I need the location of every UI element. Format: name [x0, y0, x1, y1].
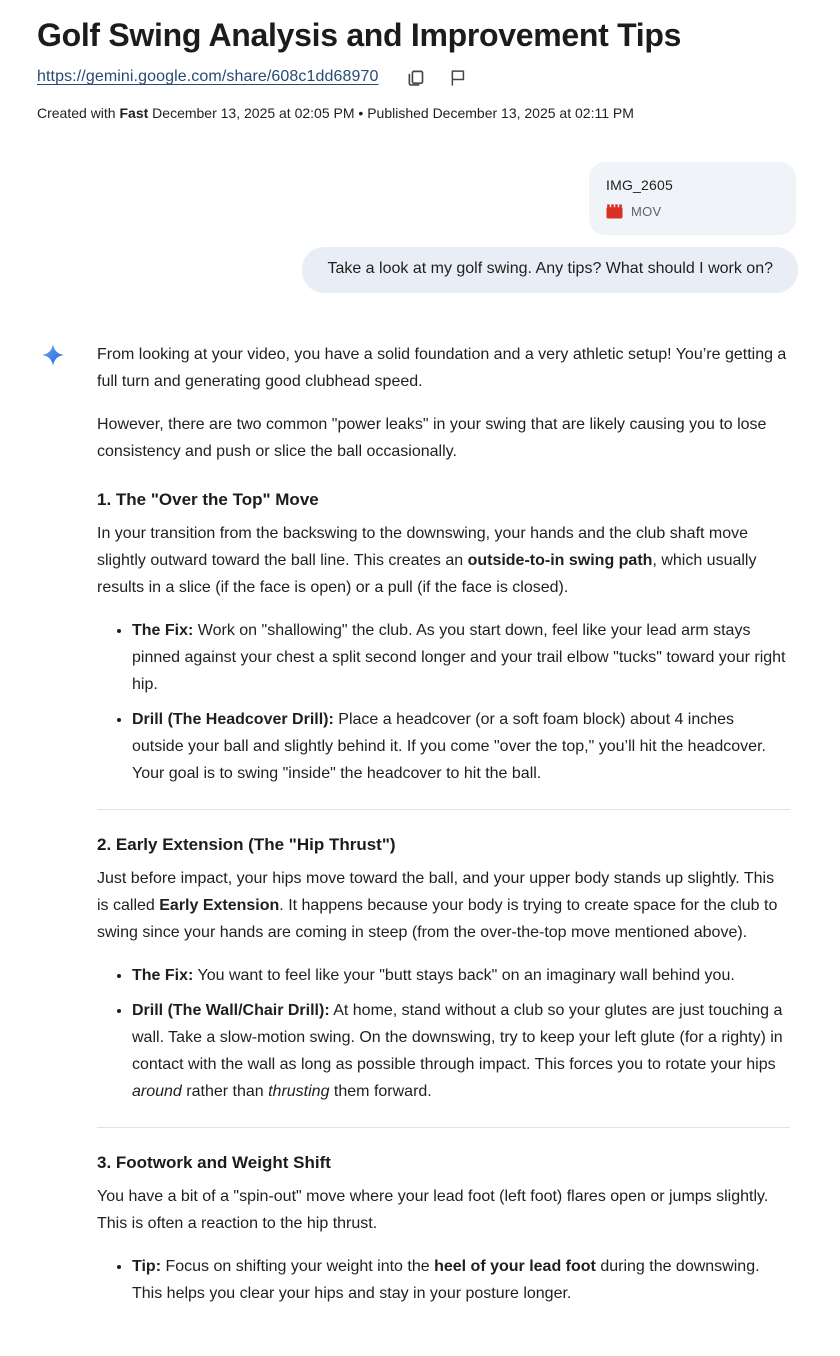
- section-heading: 1. The "Over the Top" Move: [97, 490, 319, 509]
- model-response-content: [97, 341, 790, 1323]
- bullet-item: • The Fix: You want to feel like your "butt stays back" on an imaginary wall behind you.: [132, 962, 790, 989]
- bullet-item: • The Fix: Work on "shallowing" the club. As you start down, feel like your lead arm stays pinned against your chest a split second longer and your trail elbow "tucks" toward your right hip.: [132, 617, 790, 698]
- attachment-filename: IMG_2605: [606, 177, 673, 193]
- attachment-type-row: [606, 204, 779, 219]
- intro-paragraph: From looking at your video, you have a solid foundation and a very athletic setup! You’re getting a full turn and generating good clubhead speed.: [97, 346, 787, 390]
- model-response: [0, 341, 840, 1323]
- share-url-link[interactable]: https://gemini.google.com/share/608c1dd68970: [37, 68, 379, 85]
- copy-link-button[interactable]: [405, 66, 427, 88]
- bullet-list: [97, 1253, 790, 1307]
- bullet-list: [97, 617, 790, 787]
- section-divider: [97, 1127, 790, 1128]
- bullet-list: [97, 962, 790, 1105]
- intro-paragraph: However, there are two common "power leaks" in your swing that are likely causing you to lose consistency and push or slice the ball occasionally.: [97, 416, 767, 460]
- page-header: [0, 0, 840, 122]
- page-title: Golf Swing Analysis and Improvement Tips: [37, 17, 682, 53]
- creation-meta: Created with Fast December 13, 2025 at 02:05 PM • Published December 13, 2025 at 02:11 PM: [37, 105, 634, 121]
- conversation: [0, 162, 840, 293]
- report-button[interactable]: [447, 66, 469, 88]
- attachment-filetype: MOV: [631, 204, 662, 219]
- section-paragraph: In your transition from the backswing to the downswing, your hands and the club shaft move slightly outward toward the ball line. This creates an outside-to-in swing path, which usually results in a slice (if the face is open) or a pull (if the face is closed).: [97, 525, 757, 596]
- response-sections: [97, 489, 790, 1307]
- user-message-bubble: [302, 247, 798, 293]
- section-paragraph: Just before impact, your hips move toward the ball, and your upper body stands up slightly. This is called Early Extension. It happens because your body is trying to create space for the club to swing since your hands are coming in steep (from the over-the-top move mentioned above).: [97, 870, 778, 941]
- gemini-sparkle-icon: [41, 343, 65, 372]
- bullet-item: • Drill (The Headcover Drill): Place a headcover (or a soft foam block) about 4 inches outside your ball and slightly behind it. If you come "over the top," you’ll hit the headcover. Your goal is to swing "inside" the headcover to hit the ball.: [132, 706, 790, 787]
- bullet-item: • Drill (The Wall/Chair Drill): At home, stand without a club so your glutes are just touching a wall. Take a slow-motion swing. On the downswing, try to keep your left glute (for a righty) in contact with the wall as long as possible through impact. This forces you to rotate your hips around rather than thrusting them forward.: [132, 997, 790, 1105]
- user-message-text: Take a look at my golf swing. Any tips? What should I work on?: [327, 260, 773, 277]
- share-link-row: [37, 66, 796, 88]
- section-paragraph: You have a bit of a "spin-out" move where your lead foot (left foot) flares open or jumps slightly. This is often a reaction to the hip thrust.: [97, 1188, 769, 1232]
- flag-icon: [448, 68, 467, 87]
- section-heading: 3. Footwork and Weight Shift: [97, 1153, 331, 1172]
- video-clapper-icon: [606, 204, 623, 219]
- section-heading: 2. Early Extension (The "Hip Thrust"): [97, 835, 396, 854]
- copy-icon: [405, 67, 426, 88]
- bullet-item: • Tip: Focus on shifting your weight into the heel of your lead foot during the downswing. This helps you clear your hips and stay in your posture longer.: [132, 1253, 790, 1307]
- section-divider: [97, 809, 790, 810]
- attachment-card[interactable]: [589, 162, 796, 235]
